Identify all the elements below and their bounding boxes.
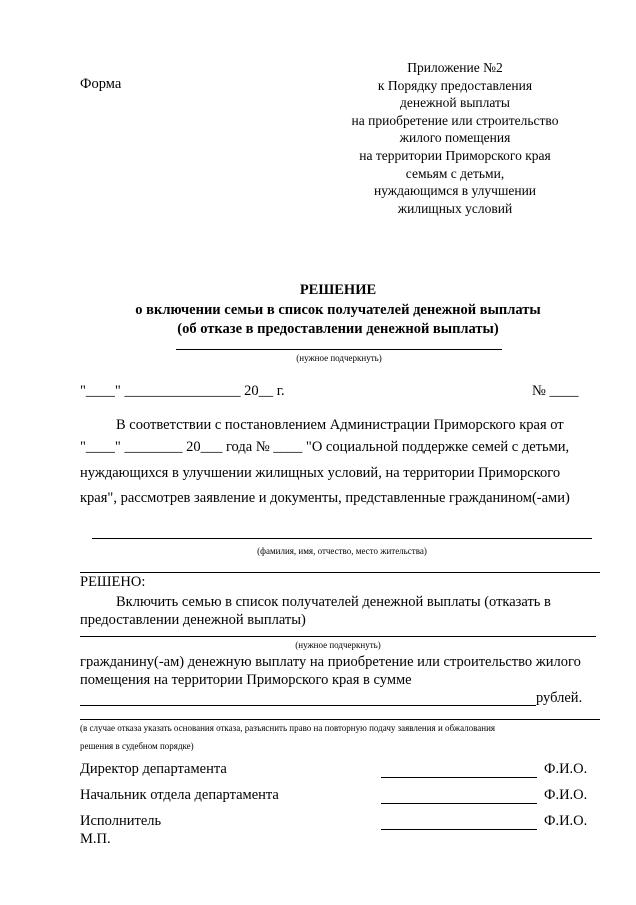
decision-line-2: предоставлении денежной выплаты) xyxy=(80,612,306,628)
decision-line-4: помещения на территории Приморского края в сумме xyxy=(80,672,412,688)
fio-line-2 xyxy=(80,572,600,573)
body-line-3: нуждающихся в улучшении жилищных условий, на территории Приморского xyxy=(80,465,561,481)
decision-line-1: Включить семью в список получателей денежной выплаты (отказать в xyxy=(116,594,551,610)
decision-label: РЕШЕНО: xyxy=(80,574,146,590)
fio-hint: (фамилия, имя, отчество, место жительства) xyxy=(257,546,427,556)
signature-line xyxy=(381,803,537,804)
appendix-line: денежной выплаты xyxy=(400,95,510,111)
decision-underline-hint: (нужное подчеркнуть) xyxy=(295,640,381,650)
appendix-line: нуждающимся в улучшении xyxy=(373,183,537,199)
sum-line xyxy=(80,705,536,706)
refusal-note-2: решения в судебном порядке) xyxy=(80,741,194,751)
refusal-note-1: (в случае отказа указать основания отказа, разъяснить право на повторную подачу заявления и обжалования xyxy=(80,723,496,733)
appendix-line: семьям с детьми, xyxy=(405,165,505,181)
rubles-label: рублей. xyxy=(536,690,583,706)
signature-role: Директор департамента xyxy=(80,761,227,777)
form-label: Форма xyxy=(80,76,122,92)
title-line-1: о включении семьи в список получателей денежной выплаты xyxy=(135,302,541,318)
decision-underline xyxy=(80,636,596,637)
title-line-2: (об отказе в предоставлении денежной выплаты) xyxy=(177,321,499,337)
appendix-line: на территории Приморского края xyxy=(359,147,551,163)
body-line-4: края", рассмотрев заявление и документы, представленные гражданином(-ами) xyxy=(80,490,570,506)
title-underline-hint: (нужное подчеркнуть) xyxy=(296,353,382,363)
signature-fio: Ф.И.О. xyxy=(544,813,588,829)
appendix-block xyxy=(320,59,590,217)
signature-fio: Ф.И.О. xyxy=(544,787,588,803)
appendix-line: жилого помещения xyxy=(399,130,511,146)
signature-role: Исполнитель xyxy=(80,813,162,829)
signature-line xyxy=(381,829,537,830)
fio-line xyxy=(92,538,592,539)
body-line-1 xyxy=(80,413,600,438)
signature-role: Начальник отдела департамента xyxy=(80,787,279,803)
refusal-line xyxy=(80,719,600,720)
appendix-line: на приобретение или строительство xyxy=(351,112,559,128)
date-field: "____" ________________ 20__ г. xyxy=(80,383,285,399)
appendix-line: жилищных условий xyxy=(397,200,513,216)
body-line-2: "____" ________ 20___ года № ____ "О социальной поддержке семей с детьми, xyxy=(80,439,570,455)
body-text: В соответствии с постановлением Администрации Приморского края от xyxy=(116,417,564,433)
title-underline xyxy=(176,349,502,350)
appendix-line: Приложение №2 xyxy=(407,60,503,75)
decision-line-3: гражданину(-ам) денежную выплату на приобретение или строительство жилого xyxy=(80,654,581,670)
number-field: № ____ xyxy=(532,383,579,399)
document-title: РЕШЕНИЕ xyxy=(299,282,377,298)
appendix-line: к Порядку предоставления xyxy=(377,77,533,93)
stamp-label: М.П. xyxy=(80,831,111,847)
signature-fio: Ф.И.О. xyxy=(544,761,588,777)
signature-line xyxy=(381,777,537,778)
